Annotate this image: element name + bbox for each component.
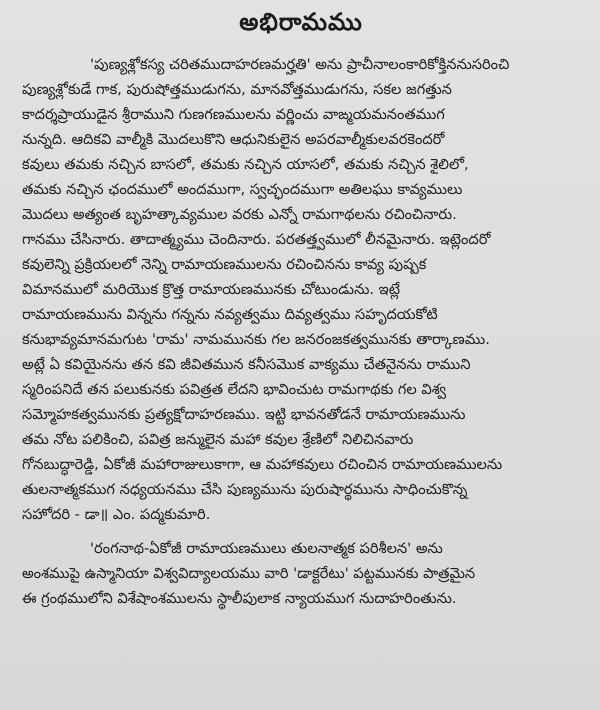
author-signature-line: సహోదరి - డా॥ ఎం. పద్మకుమారి. <box>22 506 211 523</box>
page-title: అభిరామము <box>239 8 363 36</box>
text-line: కాదర్శప్రాయుడైన శ్రీరాముని గుణగణములను వర్ణించు వాఙ్మయమనంతముగ <box>22 106 445 123</box>
paragraph-2 <box>22 536 580 611</box>
text-line: తమ నోట పలికించి, పవిత్ర జన్ములైన మహా కవుల శ్రేణిలో నిలిచినవారు <box>22 431 414 448</box>
text-line: 'రంగనాథ-ఏకోజీ రామాయణములు తులనాత్మక పరిశీలన' అను <box>90 540 443 557</box>
text-line: అంశముపై ఉస్మానియా విశ్వవిద్యాలయము వారి 'డాక్టరేటు' పట్టమునకు పాత్రమైన <box>22 565 476 582</box>
text-line: 'పుణ్యశ్లోకస్య చరితముదాహరణమర్హతి' అను ప్రాచీనాలంకారికోక్తిననుసరించి <box>90 56 510 73</box>
text-line: విమానములో మరియొక క్రొత్త రామాయణమునకు చోటుండును. ఇట్లే <box>22 281 400 298</box>
text-line: మొదలు అత్యంత బృహత్కావ్యముల వరకు ఎన్నో రామగాథలను రచించినారు. <box>22 206 457 223</box>
text-line: రామాయణమును విన్నను గన్నను నవ్యత్వము దివ్యత్వము సహృదయకోటి <box>22 306 438 323</box>
text-line: పుణ్యశ్లోకుడే గాక, పురుషోత్తముడుగను, మానవోత్తముడుగను, సకల జగత్తున <box>22 81 452 98</box>
text-line: కనుభావ్యమానమగుట 'రామ' నామమునకు గల జనరంజకత్వమునకు తార్కాణము. <box>22 331 490 348</box>
text-line: ఈ గ్రంథములోని విశేషాంశములను స్థాలీపులాక న్యాయముగ నుదాహరింతును. <box>22 590 457 607</box>
text-line: సమ్మోహకత్వమునకు ప్రత్యక్షోదాహరణము. ఇట్టి భావనతోడనే రామాయణమును <box>22 406 466 423</box>
text-line: గానము చేసినారు. తాదాత్మ్యము చెందినారు. పరతత్త్వములో లీనమైనారు. ఇట్లెందరో <box>22 231 491 248</box>
paragraph-1 <box>22 52 580 527</box>
text-line: తమకు నచ్చిన ఛందములో అందముగా, స్వచ్ఛందముగా అతిలఘు కావ్యములు <box>22 181 463 198</box>
text-line: కవులు తమకు నచ్చిన బాసలో, తమకు నచ్చిన యాసలో, తమకు నచ్చిన శైలిలో, <box>22 156 469 173</box>
text-line: స్మరింపనిదే తన పలుకునకు పవిత్రత లేదని భావించుట రామగాథకు గల విశ్వ <box>22 381 447 398</box>
text-line: తులనాత్మకముగ నధ్యయనము చేసి పుణ్యమును పురుషార్థమును సాధించుకొన్న <box>22 481 468 498</box>
text-line: నున్నది. ఆదికవి వాల్మీకి మొదలుకొని ఆధునికులైన అపరవాల్మీకులవరకెందరో <box>22 131 445 148</box>
text-line: అట్లే ఏ కవియైనను తన కవి జీవితమున కనీసమొక వాక్యము చేతనైనను రాముని <box>22 356 471 373</box>
paragraph-gap <box>22 527 580 536</box>
text-line: గోనబుద్ధారెడ్డి, ఏకోజీ మహారాజులుకాగా, ఆ మహాకవులు రచించిన రామాయణములను <box>22 456 503 473</box>
text-line: కవులెన్ని ప్రక్రియలలో నెన్ని రామాయణములను రచించినను కావ్య పుష్పక <box>22 256 427 273</box>
